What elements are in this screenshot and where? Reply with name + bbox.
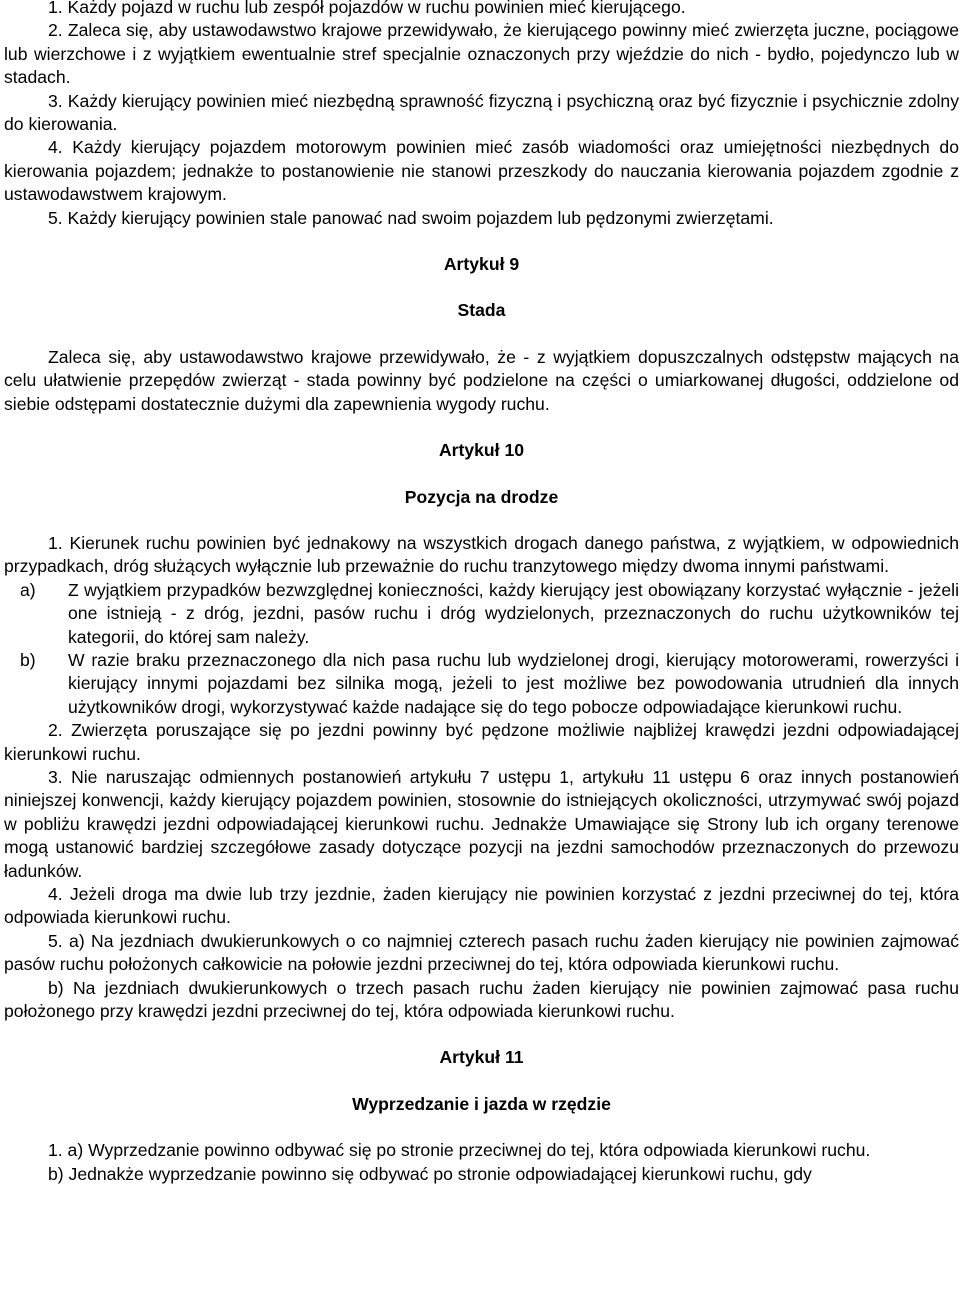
paragraph-art8-1: 1. Każdy pojazd w ruchu lub zespół pojazdów w ruchu powinien mieć kierującego. [48, 0, 686, 17]
list-item-a [4, 579, 959, 649]
paragraph-art11-1a: 1. a) Wyprzedzanie powinno odbywać się po stronie przeciwnej do tej, która odpowiada kierunkowi ruchu. [48, 1140, 871, 1161]
article-10-title: Pozycja na drodze [404, 486, 559, 507]
list-item-label: b) [20, 649, 36, 670]
spacer [4, 1116, 959, 1139]
spacer [4, 1023, 959, 1046]
spacer [4, 230, 959, 253]
paragraph-art11-1b: b) Jednakże wyprzedzanie powinno się odbywać po stronie odpowiadającej kierunkowi ruchu, gdy [48, 1163, 812, 1184]
spacer [4, 463, 959, 486]
document-page [4, 0, 959, 1186]
paragraph-art10-3: 3. Nie naruszając odmiennych postanowień artykułu 7 ustępu 1, artykułu 11 ustępu 6 oraz innych postanowień niniejszej konwencji, każdy kierujący pojazdem powinien, stosownie do istniejących okoliczności, utrzymywać swój pojazd w pobliżu krawędzi jezdni odpowiadającej kierunkowi ruchu. Jednakże Umawiające się Strony lub ich organy terenowe mogą ustanowić bardziej szczegółowe zasady dotyczące pozycji na jezdni samochodów przeznaczonych do przewozu ładunków. [4, 766, 959, 881]
article-9-number: Artykuł 9 [443, 254, 520, 275]
paragraph-art8-5: 5. Każdy kierujący powinien stale panować nad swoim pojazdem lub pędzonymi zwierzętami. [48, 207, 774, 228]
paragraph-art10-5a: 5. a) Na jezdniach dwukierunkowych o co najmniej czterech pasach ruchu żaden kierujący nie powinien zajmować pasów ruchu położonych całkowicie na połowie jezdni przeciwnej do tej, która odpowiada kierunkowi ruchu. [4, 930, 959, 975]
list-item-label: a) [20, 579, 36, 600]
article-10-number: Artykuł 10 [438, 440, 525, 461]
article-11-number: Artykuł 11 [439, 1047, 524, 1068]
article-11-title: Wyprzedzanie i jazda w rzędzie [352, 1093, 611, 1114]
spacer [4, 1070, 959, 1093]
paragraph-art10-1: 1. Kierunek ruchu powinien być jednakowy na wszystkich drogach danego państwa, z wyjątkiem, w odpowiednich przypadkach, dróg służących wyłącznie lub przeważnie do ruchu tranzytowego między dwoma innymi państwami. [4, 532, 959, 577]
paragraph-art10-4: 4. Jeżeli droga ma dwie lub trzy jezdnie, żaden kierujący nie powinien korzystać z jezdni przeciwnej do tej, która odpowiada kierunkowi ruchu. [4, 884, 959, 928]
paragraph-art8-4: 4. Każdy kierujący pojazdem motorowym powinien mieć zasób wiadomości oraz umiejętności niezbędnych do kierowania pojazdem; jednakże to postanowienie nie stanowi przeszkody do nauczania kierowania pojazdem zgodnie z ustawodawstwem krajowym. [4, 137, 959, 205]
spacer [4, 416, 959, 439]
list-item-text: W razie braku przeznaczonego dla nich pasa ruchu lub wydzielonej drogi, kierujący motorowerami, rowerzyści i kierujący innymi pojazdami bez silnika mogą, jeżeli to jest możliwe bez powodowania utrudnień dla innych użytkowników drogi, wykorzystywać każde nadające się do tego pobocze odpowiadające kierunkowi ruchu. [68, 649, 959, 717]
paragraph-art8-2: 2. Zaleca się, aby ustawodawstwo krajowe przewidywało, że kierującego powinny mieć zwierzęta juczne, pociągowe lub wierzchowe i z wyjątkiem ewentualnie stref specjalnie oznaczonych przy wjeździe do nich - bydło, pojedynczo lub w stadach. [4, 20, 959, 88]
spacer [4, 276, 959, 299]
spacer [4, 509, 959, 532]
paragraph-art8-3: 3. Każdy kierujący powinien mieć niezbędną sprawność fizyczną i psychiczną oraz być fizycznie i psychicznie zdolny do kierowania. [4, 90, 959, 135]
paragraph-art10-5b: b) Na jezdniach dwukierunkowych o trzech pasach ruchu żaden kierujący nie powinien zajmować pasa ruchu położonego przy krawędzi jezdni przeciwnej do tej, która odpowiada kierunkowi ruchu. [4, 977, 959, 1022]
paragraph-art10-2: 2. Zwierzęta poruszające się po jezdni powinny być pędzone możliwie najbliżej krawędzi jezdni odpowiadającej kierunkowi ruchu. [4, 720, 959, 764]
list-item-b [4, 649, 959, 719]
article-9-title: Stada [457, 300, 506, 321]
paragraph-art9: Zaleca się, aby ustawodawstwo krajowe przewidywało, że - z wyjątkiem dopuszczalnych odstępstw mających na celu ułatwienie przepędów zwierząt - stada powinny być podzielone na części o umiarkowanej długości, oddzielone od siebie odstępami dostatecznie dużymi dla zapewnienia wygody ruchu. [4, 346, 959, 414]
spacer [4, 323, 959, 346]
list-item-text: Z wyjątkiem przypadków bezwzględnej konieczności, każdy kierujący jest obowiązany korzystać wyłącznie - jeżeli one istnieją - z dróg, jezdni, pasów ruchu i dróg wydzielonych, przeznaczonych do ruchu użytkowników tej kategorii, do której sam należy. [68, 579, 959, 647]
